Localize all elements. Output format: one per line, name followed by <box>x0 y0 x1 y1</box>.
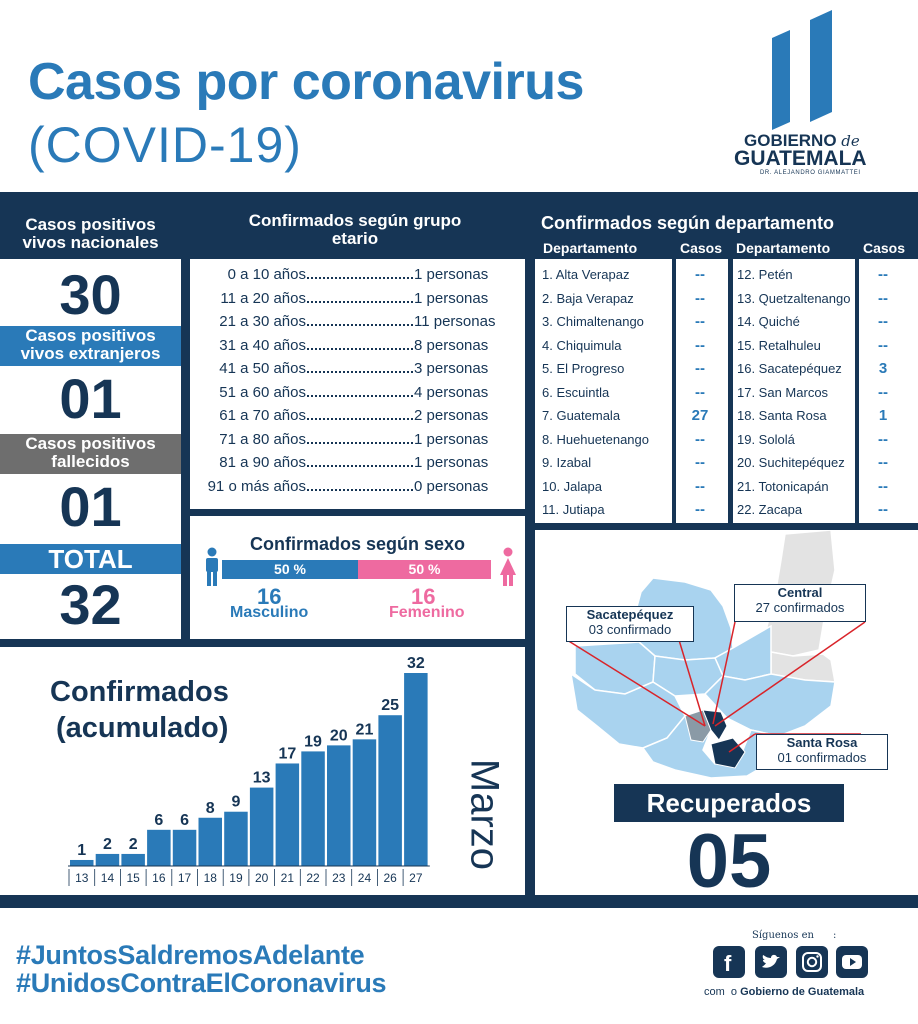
dotted-leader <box>307 277 413 279</box>
bar-value-label: 2 <box>102 835 112 853</box>
dept-cases: -- <box>695 313 705 330</box>
age-range: 21 a 30 años <box>219 313 306 330</box>
dept-cases: -- <box>695 501 705 518</box>
bar <box>121 854 144 866</box>
dept-name: 2. Baja Verapaz <box>542 290 634 306</box>
bar-value-label: 2 <box>128 835 138 853</box>
dept-name: 12. Petén <box>737 267 793 282</box>
bar <box>378 715 402 866</box>
dept-name: 20. Suchitepéquez <box>737 455 845 470</box>
bar <box>301 751 325 866</box>
chart-title-line2: (acumulado) <box>56 712 229 744</box>
dept-name: 22. Zacapa <box>737 502 803 517</box>
age-groups-title: Confirmados según grupo etario <box>248 211 462 248</box>
dotted-leader <box>307 324 413 326</box>
bar <box>250 788 274 866</box>
age-count: 4 personas <box>414 383 489 401</box>
bar-value-label: 8 <box>205 799 215 817</box>
bar <box>404 673 428 866</box>
x-tick-label: 18 <box>203 871 217 885</box>
x-tick-label: 16 <box>152 871 166 885</box>
age-count: 8 personas <box>414 336 489 354</box>
age-range: 0 a 10 años <box>227 266 306 283</box>
age-group-row <box>190 266 525 289</box>
dept-name: 19. Sololá <box>737 431 795 447</box>
dotted-leader <box>307 395 413 397</box>
dept-cases: -- <box>878 430 888 448</box>
female-icon <box>499 547 517 587</box>
page-subtitle: (COVID-19) <box>28 117 302 173</box>
dept-cases: -- <box>878 266 888 283</box>
dept-name: 4. Chiquimula <box>542 337 622 353</box>
age-count: 11 personas <box>414 313 496 330</box>
bar <box>224 812 248 866</box>
dept-cases: -- <box>695 289 705 307</box>
twitter-icon[interactable] <box>755 946 787 978</box>
dept-cases: -- <box>695 336 705 354</box>
foreign-cases-value: 01 <box>59 367 122 430</box>
hashtag-1: #JuntosSaldremosAdelante <box>16 940 365 970</box>
dotted-leader <box>307 489 413 491</box>
page-title: Casos por coronavirus <box>28 53 584 111</box>
dotted-leader <box>307 348 413 350</box>
age-range: 31 a 40 años <box>219 336 306 354</box>
dept-title: Confirmados según departamento <box>541 213 835 233</box>
dotted-leader <box>307 418 413 420</box>
callout-central: Central 27 confirmados <box>734 584 866 622</box>
footer-gobierno: com o Gobierno de Guatemala <box>704 986 865 998</box>
facebook-icon[interactable] <box>713 946 745 978</box>
dept-cases: -- <box>878 289 888 307</box>
dept-name: 9. Izabal <box>542 455 592 470</box>
bar <box>173 830 197 866</box>
dept-cases: -- <box>878 383 888 401</box>
chart-x-label: Marzo <box>462 758 507 871</box>
bar-value-label: 6 <box>154 811 164 829</box>
dotted-leader <box>307 371 413 373</box>
callout-santa-rosa: Santa Rosa 01 confirmados <box>756 734 888 770</box>
bar <box>327 745 351 866</box>
x-tick-label: 20 <box>254 871 269 885</box>
dotted-leader <box>307 442 413 444</box>
bar <box>199 818 223 866</box>
female-count: 16 <box>411 584 436 609</box>
age-range: 91 o más años <box>207 477 306 495</box>
dept-cases: -- <box>695 430 705 448</box>
dept-name: 21. Totonicapán <box>737 478 829 494</box>
x-tick-label: 14 <box>100 871 115 885</box>
age-range: 51 a 60 años <box>219 383 306 401</box>
recovered-label: Recuperados <box>614 784 844 822</box>
bar-value-label: 25 <box>381 697 400 715</box>
bar-value-label: 20 <box>329 727 348 745</box>
age-count: 0 personas <box>414 477 489 495</box>
age-group-row <box>190 407 525 430</box>
age-range: 71 a 80 años <box>219 430 306 448</box>
age-range: 81 a 90 años <box>219 454 306 471</box>
x-tick-label: 13 <box>75 871 89 885</box>
age-group-row <box>190 360 525 383</box>
dept-name: 15. Retalhuleu <box>737 337 821 353</box>
dept-name: 18. Santa Rosa <box>737 408 827 423</box>
bar-value-label: 9 <box>231 793 241 811</box>
x-tick-label: 21 <box>280 871 295 885</box>
dept-name: 17. San Marcos <box>737 384 829 400</box>
deceased-label: Casos positivos fallecidos <box>0 434 181 474</box>
dept-cases: -- <box>878 336 888 354</box>
dept-name: 14. Quiché <box>737 314 800 329</box>
dept-cases: -- <box>695 383 705 401</box>
total-label: TOTAL <box>0 544 181 574</box>
dept-cases: 1 <box>878 407 888 424</box>
deceased-value: 01 <box>59 475 122 538</box>
bar-value-label: 19 <box>304 733 322 751</box>
dept-name: 6. Escuintla <box>542 384 610 400</box>
dept-cases: -- <box>695 360 705 377</box>
age-range: 11 a 20 años <box>220 289 306 307</box>
government-logo-icon <box>770 10 840 130</box>
male-icon <box>204 547 220 587</box>
bar <box>276 763 300 866</box>
recovered-value: 05 <box>686 819 772 904</box>
dept-cases: 3 <box>878 360 888 377</box>
dept-col-header-right: Departamento <box>736 240 831 256</box>
bar <box>147 830 171 866</box>
dept-cases: -- <box>878 454 888 471</box>
age-group-row <box>190 431 525 454</box>
age-count: 2 personas <box>414 407 489 424</box>
x-tick-label: 22 <box>306 871 320 885</box>
x-tick-label: 23 <box>332 871 346 885</box>
female-label: Femenino <box>389 604 465 621</box>
youtube-icon[interactable] <box>836 946 868 978</box>
x-tick-label: 26 <box>383 871 397 885</box>
logo-text-guatemala: GUATEMALA <box>734 147 867 170</box>
age-count: 3 personas <box>414 360 489 377</box>
male-count: 16 <box>257 584 282 609</box>
x-tick-label: 27 <box>409 871 423 885</box>
dept-cases: -- <box>878 477 888 495</box>
dept-name: 5. El Progreso <box>542 361 625 376</box>
foreign-cases-label: Casos positivos vivos extranjeros <box>0 326 181 366</box>
dept-name: 3. Chimaltenango <box>542 314 644 329</box>
follow-us-label: Síguenos en : <box>752 930 837 941</box>
bar-value-label: 13 <box>252 769 271 787</box>
dept-cases: 27 <box>691 407 709 424</box>
dept-cases: -- <box>695 477 705 495</box>
dotted-leader <box>307 465 413 467</box>
cases-col-header-right: Casos <box>863 240 906 256</box>
age-group-row <box>190 290 525 313</box>
age-group-row <box>190 337 525 360</box>
female-percent-bar: 50 % <box>358 560 491 579</box>
dept-name: 7. Guatemala <box>542 408 621 423</box>
x-tick-label: 24 <box>357 871 372 885</box>
dotted-leader <box>307 301 413 303</box>
age-group-row <box>190 454 525 477</box>
male-percent-bar: 50 % <box>222 560 358 579</box>
age-count: 1 personas <box>414 430 489 448</box>
x-tick-label: 19 <box>229 871 243 885</box>
cases-col-header-left: Casos <box>680 240 723 256</box>
age-group-row <box>190 384 525 407</box>
dept-name: 1. Alta Verapaz <box>542 267 630 282</box>
total-value: 32 <box>59 573 122 636</box>
age-count: 1 personas <box>414 289 489 307</box>
bar-value-label: 6 <box>180 811 190 829</box>
bar <box>96 854 120 866</box>
bar <box>353 739 377 866</box>
dept-cases: -- <box>878 501 888 518</box>
bar-value-label: 1 <box>77 841 87 859</box>
dept-cases: -- <box>695 454 705 471</box>
dept-name: 8. Huehuetenango <box>542 431 649 447</box>
age-range: 61 a 70 años <box>219 407 306 424</box>
bar-value-label: 17 <box>278 745 297 763</box>
age-count: 1 personas <box>414 454 489 471</box>
age-count: 1 personas <box>414 266 489 283</box>
dept-name: 10. Jalapa <box>542 478 602 494</box>
bar-value-label: 32 <box>406 655 425 672</box>
age-range: 41 a 50 años <box>219 360 306 377</box>
chart-title-line1: Confirmados <box>50 676 229 708</box>
age-group-row <box>190 478 525 501</box>
age-group-row <box>190 313 525 336</box>
dept-name: 11. Jutiapa <box>542 502 605 517</box>
bar <box>70 860 94 866</box>
instagram-icon[interactable] <box>796 946 828 978</box>
dept-name: 16. Sacatepéquez <box>737 361 842 376</box>
x-tick-label: 15 <box>126 871 140 885</box>
hashtag-2: #UnidosContraElCoronavirus <box>16 968 387 998</box>
national-cases-value: 30 <box>59 263 122 326</box>
dept-cases: -- <box>878 313 888 330</box>
logo-text-president: DR. ALEJANDRO GIAMMATTEI <box>760 170 861 176</box>
dept-col-header-left: Departamento <box>543 240 638 256</box>
dept-cases: -- <box>695 266 705 283</box>
dept-name: 13. Quetzaltenango <box>737 290 851 306</box>
logo-text-gobierno: GOBIERNO de <box>744 131 860 150</box>
male-label: Masculino <box>230 604 309 621</box>
sex-title: Confirmados según sexo <box>249 534 466 554</box>
svg-text:f: f <box>724 951 732 976</box>
bar-value-label: 21 <box>355 721 374 739</box>
cumulative-bar-chart <box>0 647 525 895</box>
callout-sacatepequez: Sacatepéquez 03 confirmado <box>566 606 694 642</box>
x-tick-label: 17 <box>177 871 192 885</box>
national-cases-label: Casos positivos vivos nacionales <box>22 215 159 252</box>
